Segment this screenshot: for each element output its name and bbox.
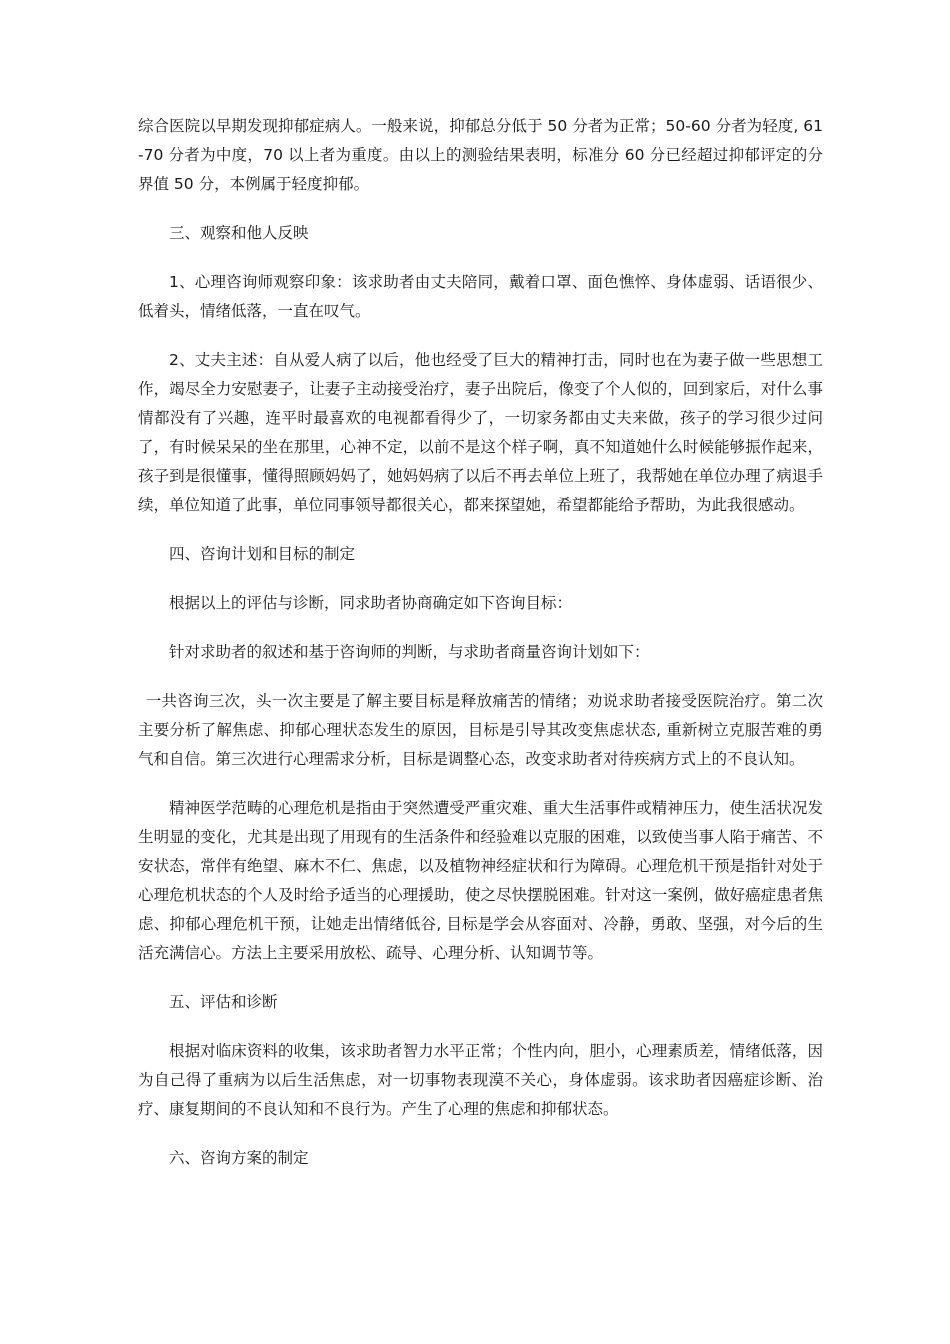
- paragraph-goal-intro: 根据以上的评估与诊断，同求助者协商确定如下咨询目标：: [169, 594, 573, 612]
- section-heading-assessment: 五、评估和诊断: [169, 993, 278, 1011]
- paragraph-husband-statement: 2、丈夫主述：自从爱人病了以后，他也经受了巨大的精神打击，同时也在为妻子做一些思想工作，竭尽全力安慰妻子，让妻子主动接受治疗，妻子出院后，像变了个人似的，回到家后，对什么事情都没有了兴趣，连平时最喜欢的电视都看得少了，一切家务都由丈夫来做，孩子的学习很少过问了，有时候呆呆的坐在那里，心神不定，以前不是这个样子啊，真不知道她什么时候能够振作起来，孩子到是很懂事，懂得照顾妈妈了，她妈妈病了以后不再去单位上班了，我帮她在单位办理了病退手续，单位知道了此事，单位同事领导都很关心，都来探望她，希望都能给予帮助，为此我很感动。: [138, 351, 823, 514]
- paragraph-psychological-crisis: 精神医学范畴的心理危机是指由于突然遭受严重灾难、重大生活事件或精神压力，使生活状况发生明显的变化，尤其是出现了用现有的生活条件和经验难以克服的困难，以致使当事人陷于痛苦、不安状态，常伴有绝望、麻木不仁、焦虑，以及植物神经症状和行为障碍。心理危机干预是指针对处于心理危机状态的个人及时给予适当的心理援助，使之尽快摆脱困难。针对这一案例，做好癌症患者焦虑、抑郁心理危机干预，让她走出情绪低谷, 目标是学会从容面对、冷静，勇敢、坚强，对今后的生活充满信心。方法上主要采用放松、疏导、心理分析、认知调节等。: [138, 799, 823, 962]
- paragraph-three-sessions: 一共咨询三次，头一次主要是了解主要目标是释放痛苦的情绪；劝说求助者接受医院治疗。第二次主要分析了解焦虑、抑郁心理状态发生的原因，目标是引导其改变焦虑状态, 重新树立克服苦难的勇气和自信。第三次进行心理需求分析，目标是调整心态，改变求助者对待疾病方式上的不良认知。: [138, 692, 823, 768]
- section-heading-observation: 三、观察和他人反映: [169, 224, 309, 242]
- section-heading-scheme: 六、咨询方案的制定: [169, 1149, 309, 1167]
- paragraph-plan-intro: 针对求助者的叙述和基于咨询师的判断，与求助者商量咨询计划如下：: [169, 643, 650, 661]
- paragraph-assessment: 根据对临床资料的收集，该求助者智力水平正常；个性内向，胆小，心理素质差，情绪低落，因为自己得了重病为以后生活焦虑，对一切事物表现漠不关心，身体虚弱。该求助者因癌症诊断、治疗、康复期间的不良认知和不良行为。产生了心理的焦虑和抑郁状态。: [138, 1042, 823, 1118]
- paragraph-depression-score: 综合医院以早期发现抑郁症病人。一般来说，抑郁总分低于 50 分者为正常；50-60 分者为轻度, 61-70 分者为中度，70 以上者为重度。由以上的测验结果表明，标准分 60 分已经超过抑郁评定的分界值 50 分，本例属于轻度抑郁。: [138, 117, 823, 193]
- document-body: [138, 112, 823, 1193]
- paragraph-counselor-observation: 1、心理咨询师观察印象：该求助者由丈夫陪同，戴着口罩、面色憔悴、身体虚弱、话语很少、低着头，情绪低落，一直在叹气。: [138, 273, 823, 320]
- section-heading-plan: 四、咨询计划和目标的制定: [169, 545, 356, 563]
